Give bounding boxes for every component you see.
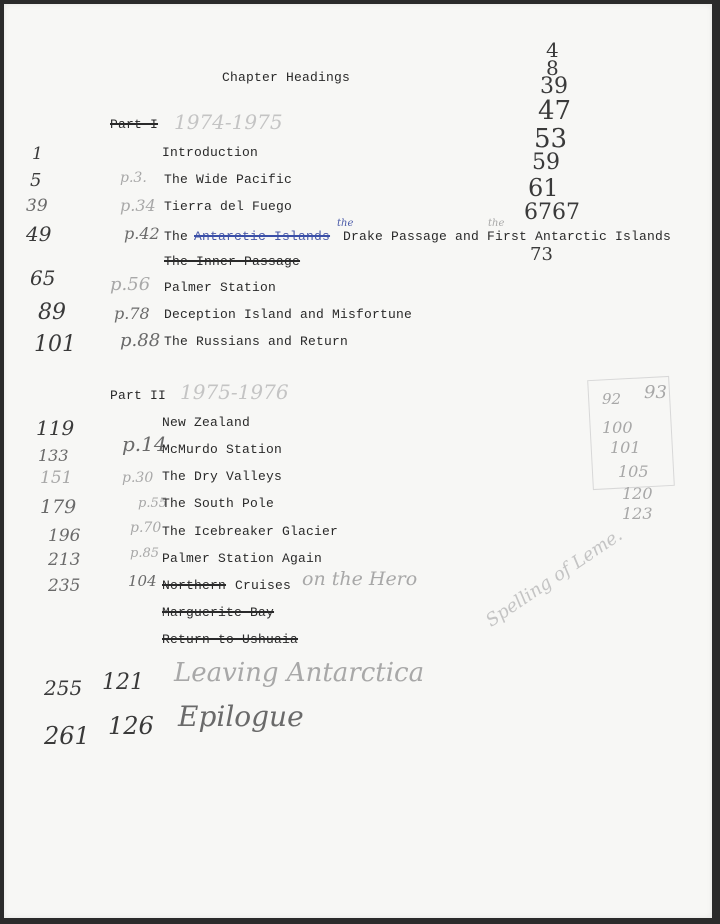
page-note: p.14 (122, 432, 167, 456)
margin-number: 133 (38, 446, 69, 465)
chapter-title-handwritten: Leaving Antarctica (174, 658, 425, 688)
box-number: 100 (602, 418, 633, 437)
page-note: p.88 (120, 330, 161, 351)
margin-number: 101 (34, 332, 76, 357)
margin-number: 255 (44, 676, 83, 700)
margin-number: 235 (48, 576, 81, 596)
chapter-title: The South Pole (162, 496, 275, 511)
box-number: 120 (622, 484, 653, 503)
chapter-title: The Wide Pacific (164, 172, 293, 187)
chapter-title: McMurdo Station (162, 442, 283, 457)
right-number: 4 (546, 38, 559, 62)
margin-number: 151 (40, 468, 73, 488)
struck-chapter: Return to Ushuaia (162, 632, 299, 647)
page-note: p.30 (122, 470, 154, 486)
page-note: p.34 (120, 196, 156, 215)
page-note: p.56 (110, 274, 151, 295)
chapter-title: New Zealand (162, 415, 251, 430)
chapter-title: Cruises (235, 578, 292, 593)
part-years: 1975-1976 (180, 380, 289, 404)
side-note: Spelling of Leme. (482, 524, 627, 632)
chapter-title-prefix: The (164, 229, 189, 244)
margin-note: on the Hero (302, 568, 418, 590)
insert-note: the (488, 218, 505, 229)
right-number: 73 (530, 244, 553, 265)
page-note: p.70 (130, 520, 162, 536)
chapter-title: Palmer Station Again (162, 551, 323, 566)
chapter-title: Drake Passage and First Antarctic Islands (343, 229, 672, 244)
margin-number: 39 (26, 196, 48, 216)
chapter-title: Deception Island and Misfortune (164, 307, 413, 322)
part-label: Part I (110, 117, 159, 132)
right-number: 59 (532, 150, 560, 175)
margin-number: 213 (48, 550, 81, 570)
chapter-title: Palmer Station (164, 280, 277, 295)
page-note: p.3. (120, 170, 147, 186)
margin-number: 179 (40, 496, 77, 518)
struck-text: Antarctic Islands (194, 229, 331, 244)
margin-number: 1 (32, 144, 43, 164)
chapter-title-handwritten: Epilogue (178, 700, 304, 733)
right-number: 6767 (524, 200, 580, 225)
page-note: p.55 (138, 496, 167, 511)
margin-number: 49 (26, 222, 52, 246)
box-number: 105 (618, 462, 649, 481)
margin-number: 196 (48, 526, 81, 546)
right-number: 8 (546, 56, 559, 80)
box-number: 123 (622, 504, 653, 523)
page-title: Chapter Headings (222, 70, 351, 85)
right-number: 47 (538, 96, 572, 126)
margin-number: 65 (30, 266, 56, 290)
page-note: p.85 (130, 546, 159, 561)
right-number: 53 (534, 124, 568, 154)
page-note: p.42 (124, 224, 160, 243)
box-number: 101 (610, 438, 641, 457)
chapter-title: The Russians and Return (164, 334, 349, 349)
margin-number: 5 (30, 170, 42, 191)
part-years: 1974-1975 (174, 110, 283, 134)
margin-number: 89 (38, 300, 66, 325)
struck-chapter: The Inner Passage (164, 254, 301, 269)
right-number: 39 (540, 74, 568, 99)
struck-text: Northern (162, 578, 227, 593)
struck-chapter: Marguerite Bay (162, 605, 275, 620)
page-note: 104 (128, 572, 157, 590)
box-number: 92 (602, 390, 622, 408)
chapter-title: The Dry Valleys (162, 469, 283, 484)
margin-number: 261 (44, 722, 90, 750)
chapter-title: The Icebreaker Glacier (162, 524, 339, 539)
document-page (4, 4, 712, 918)
chapter-title: Tierra del Fuego (164, 199, 293, 214)
insert-note: the (337, 218, 354, 229)
box-number: 93 (644, 382, 667, 403)
margin-number: 119 (36, 416, 75, 440)
page-note: 126 (108, 712, 154, 740)
chapter-title: Introduction (162, 145, 259, 160)
part-label: Part II (110, 388, 167, 403)
page-note: 121 (102, 670, 144, 695)
right-number: 61 (528, 174, 559, 202)
page-note: p.78 (114, 304, 150, 323)
